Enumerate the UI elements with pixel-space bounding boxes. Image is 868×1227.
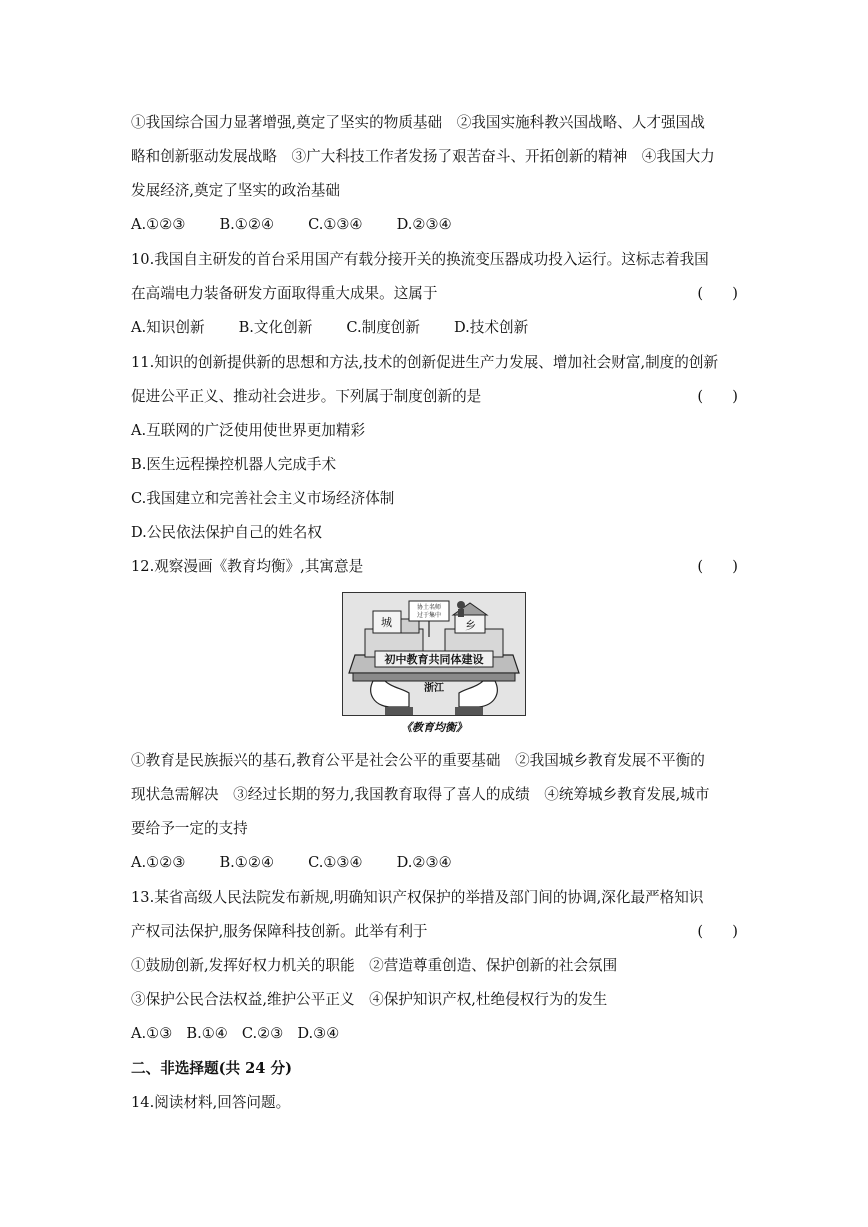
q10-option-c[interactable]: C.制度创新	[346, 319, 420, 336]
q14-stem-line: 14.阅读材料,回答问题。	[131, 1094, 291, 1111]
q13-statement-line: ③保护公民合法权益,维护公平正义 ④保护知识产权,杜绝侵权行为的发生	[131, 991, 608, 1008]
cartoon-illustration	[343, 593, 525, 715]
q11-answer-bracket[interactable]: ( )	[697, 388, 738, 405]
q13-options	[131, 1024, 741, 1044]
cartoon-banner: 初中教育共同体建设	[384, 653, 484, 666]
q9-option-a[interactable]: A.①②③	[131, 216, 186, 233]
cartoon-sign-line: 过于集中	[416, 612, 442, 619]
q11-option-c[interactable]: C.我国建立和完善社会主义市场经济体制	[131, 490, 395, 507]
cartoon-caption: 《教育均衡》	[401, 721, 467, 734]
q10-answer-bracket[interactable]: ( )	[697, 285, 738, 302]
q11-option-b[interactable]: B.医生远程操控机器人完成手术	[131, 456, 337, 473]
q10-options	[131, 318, 741, 338]
q13-stem-line: 13.某省高级人民法院发布新规,明确知识产权保护的举措及部门间的协调,深化最严格知识	[131, 889, 704, 906]
q12-statement-line: ①教育是民族振兴的基石,教育公平是社会公平的重要基础 ②我国城乡教育发展不平衡的	[131, 752, 705, 769]
q13-answer-bracket[interactable]: ( )	[697, 923, 738, 940]
q11-stem-line: 11.知识的创新提供新的思想和方法,技术的创新促进生产力发展、增加社会财富,制度的创新	[131, 354, 719, 371]
q12-option-c[interactable]: C.①③④	[308, 854, 363, 871]
q12-answer-bracket[interactable]: ( )	[697, 558, 738, 575]
q9-statement-line: 发展经济,奠定了坚实的政治基础	[131, 182, 340, 199]
q13-option-c[interactable]: C.②③	[241, 1025, 284, 1042]
q9-options	[131, 215, 741, 235]
q12-options	[131, 853, 741, 873]
q9-option-b[interactable]: B.①②④	[219, 216, 275, 233]
q9-statement-line: 略和创新驱动发展战略 ③广大科技工作者发扬了艰苦奋斗、开拓创新的精神 ④我国大力	[131, 148, 715, 165]
cartoon-sign-line: 协土名师	[416, 604, 442, 611]
q12-stem-line: 12.观察漫画《教育均衡》,其寓意是	[131, 558, 364, 575]
q11-stem-line: 促进公平正义、推动社会进步。下列属于制度创新的是	[131, 388, 482, 405]
q11-option-d[interactable]: D.公民依法保护自己的姓名权	[131, 524, 322, 541]
q10-option-a[interactable]: A.知识创新	[131, 319, 205, 336]
q13-option-d[interactable]: D.③④	[297, 1025, 340, 1042]
q9-option-c[interactable]: C.①③④	[308, 216, 363, 233]
q10-stem-line: 在高端电力装备研发方面取得重大成果。这属于	[131, 285, 438, 302]
q10-option-d[interactable]: D.技术创新	[453, 319, 529, 336]
q9-option-d[interactable]: D.②③④	[396, 216, 452, 233]
q13-option-b[interactable]: B.①④	[186, 1025, 228, 1042]
q10-option-b[interactable]: B.文化创新	[238, 319, 313, 336]
q9-statement-line: ①我国综合国力显著增强,奠定了坚实的物质基础 ②我国实施科教兴国战略、人才强国战	[131, 114, 705, 131]
q12-option-a[interactable]: A.①②③	[131, 854, 186, 871]
q11-option-a[interactable]: A.互联网的广泛使用使世界更加精彩	[131, 422, 366, 439]
cartoon-label-city: 城	[381, 616, 392, 629]
q13-statement-line: ①鼓励创新,发挥好权力机关的职能 ②营造尊重创造、保护创新的社会氛围	[131, 957, 618, 974]
q12-option-d[interactable]: D.②③④	[396, 854, 452, 871]
q13-option-a[interactable]: A.①③	[131, 1025, 173, 1042]
cartoon-label-village: 乡	[465, 619, 476, 632]
q10-stem-line: 10.我国自主研发的首台采用国产有载分接开关的换流变压器成功投入运行。这标志着我国	[131, 251, 709, 268]
cartoon-province-label: 浙江	[424, 683, 444, 694]
cartoon-education-balance	[342, 592, 526, 716]
q12-statement-line: 现状急需解决 ③经过长期的努力,我国教育取得了喜人的成绩 ④统筹城乡教育发展,城市	[131, 786, 710, 803]
q12-option-b[interactable]: B.①②④	[219, 854, 275, 871]
q12-statement-line: 要给予一定的支持	[131, 820, 248, 837]
q13-stem-line: 产权司法保护,服务保障科技创新。此举有利于	[131, 923, 428, 940]
section-heading: 二、非选择题(共 24 分)	[131, 1060, 293, 1077]
